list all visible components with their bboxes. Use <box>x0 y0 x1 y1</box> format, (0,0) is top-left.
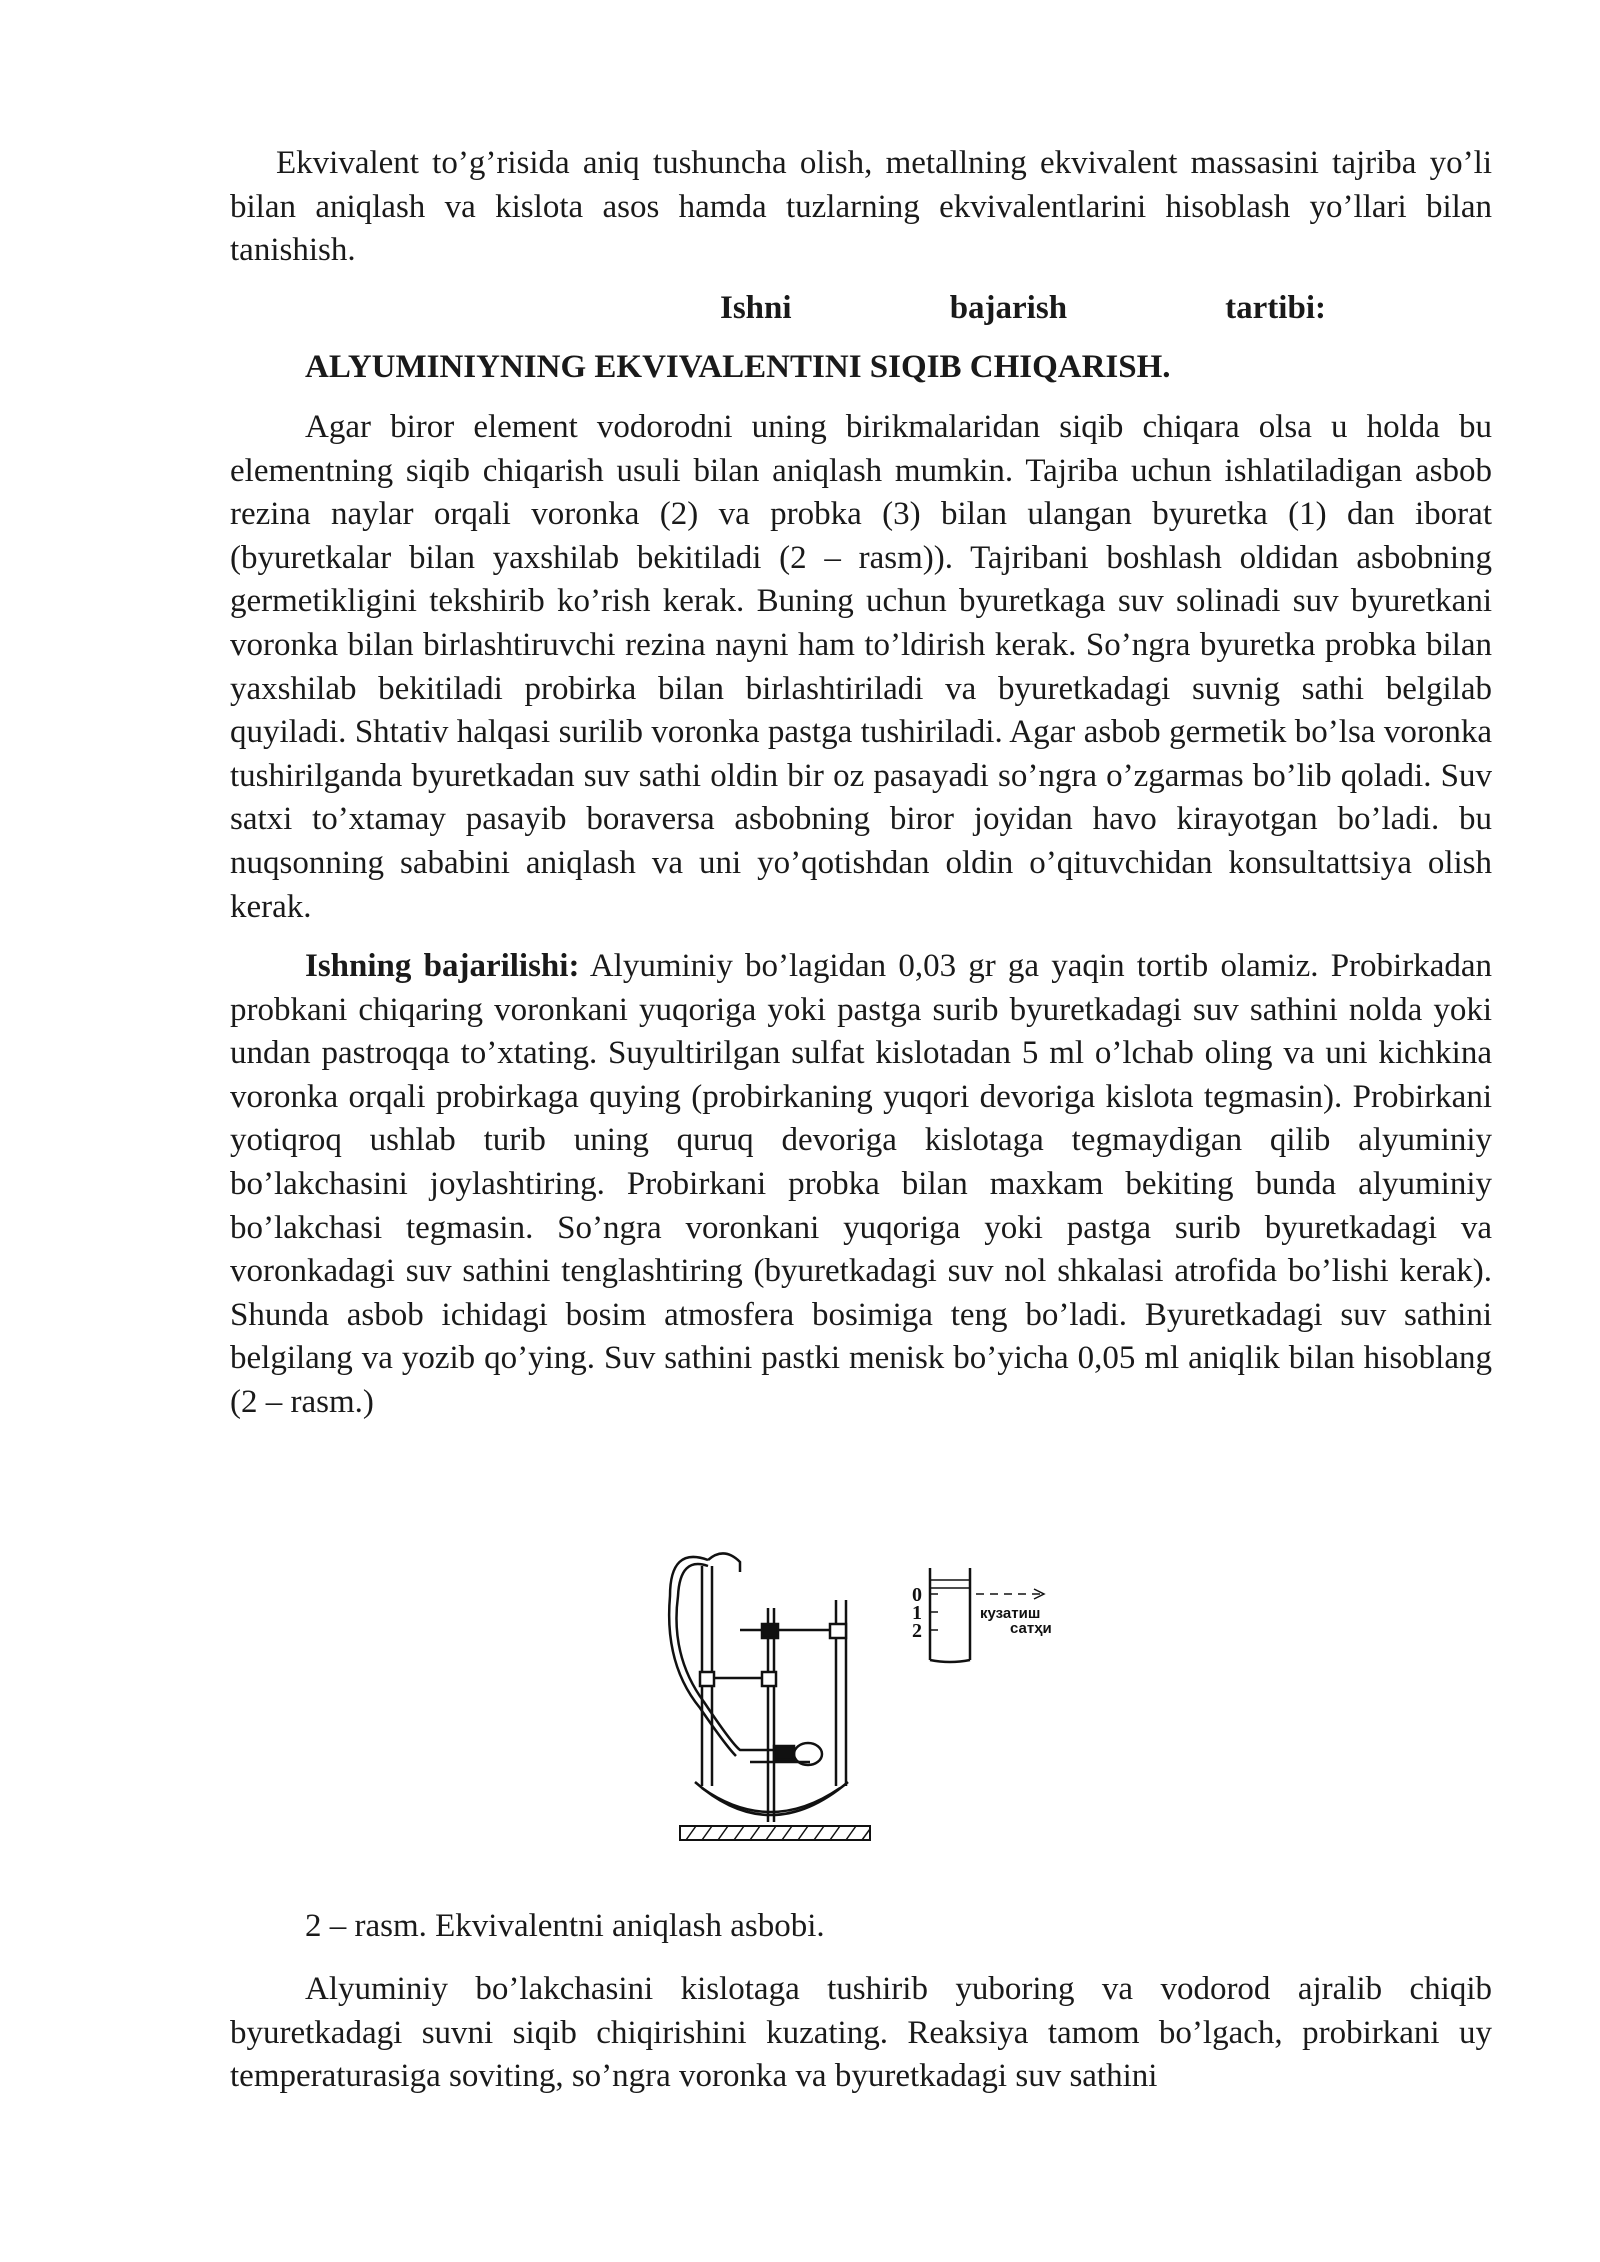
scale-label-2: 2 <box>912 1620 922 1642</box>
steps-heading-word-2: bajarish <box>949 289 1068 326</box>
observation-label-line2: сатҳи <box>1010 1620 1052 1637</box>
document-body <box>230 142 1492 1425</box>
paragraph-execution <box>230 945 1492 1425</box>
execution-text: Alyuminiy bo’lagidan 0,03 gr ga yaqin tortib olamiz. Probirkadan probkani chiqaring voronkani yuqoriga yoki pastga surib byuretkadagi suv sathini nolda yoki undan pastroqqa to’xtating. Suyultirilgan sulfat kislotadan 5 ml o’lchab oling va uni kichkina voronka orqali probirkaga quying (probirkaning yuqori devoriga kislota tegmasin). Probirkani yotiqroq ushlab turib uning quruq devoriga kislotaga tegmaydigan qilib alyuminiy bo’lakchasini joylashtiring. Probirkani probka bilan maxkam bekiting bunda alyuminiy bo’lakchasi tegmasin. So’ngra voronkani yuqoriga yoki pastga surib byuretkadagi va voronkadagi suv sathini tenglashtiring (byuretkadagi suv nol shkalasi atrofida bo’lishi kerak). Shunda asbob ichidagi bosim atmosfera bosimiga teng bo’ladi. Byuretkadagi suv sathini belgilang va yozib qo’ying. Suv sathini pastki menisk bo’yicha 0,05 ml aniqlik bilan hisoblang (2 – rasm.) <box>230 948 1492 1421</box>
steps-heading <box>230 287 1492 331</box>
apparatus-drawing <box>669 1553 870 1840</box>
section-title: ALYUMINIYNING EKVIVALENTINI SIQIB CHIQARISH. <box>305 349 1171 386</box>
intro-paragraph: Ekvivalent to’g’risida aniq tushuncha olish, metallning ekvivalent massasini tajriba yo’li bilan aniqlash va kislota asos hamda tuzlarning ekvivalentlarini hisoblash yo’llari bilan tanishish. <box>230 145 1492 269</box>
paragraph-reaction: Alyuminiy bo’lakchasini kislotaga tushirib yuboring va vodorod ajralib chiqib byuretkadagi suvni siqib chiqirishini kuzating. Reaksiya tamom bo’lgach, probirkani uy temperaturasiga soviting, so’ngra voronka va byuretkadagi suv sathini <box>230 1971 1492 2095</box>
document-body-continued <box>230 1968 1492 2099</box>
figure-caption: 2 – rasm. Ekvivalentni aniqlash asbobi. <box>305 1908 825 1944</box>
steps-heading-word-1: Ishni <box>720 289 792 326</box>
scale-label-1: 1 <box>912 1602 922 1624</box>
scale-label-0: 0 <box>912 1584 922 1606</box>
execution-label: Ishning bajarilishi: <box>305 948 580 985</box>
paragraph-procedure: Agar biror element vodorodni uning birikmalaridan siqib chiqara olsa u holda bu elementning siqib chiqarish usuli bilan aniqlash mumkin. Tajriba uchun ishlatiladigan asbob rezina naylar orqali voronka (2) va probka (3) bilan ulangan byuretka (1) dan iborat (byuretkalar bilan yaxshilab bekitiladi (2 – rasm)). Tajribani boshlash oldidan asbobning germetikligini tekshirib ko’rish kerak. Buning uchun byuretkaga suv solinadi suv byuretkani voronka bilan birlashtiruvchi rezina nayni ham to’ldirish kerak. So’ngra byuretka probka bilan yaxshilab bekitiladi probirka bilan birlashtiriladi va byuretkadagi suvnig sathi belgilab quyiladi. Shtativ halqasi surilib voronka pastga tushiriladi. Agar asbob germetik bo’lsa voronka tushirilganda byuretkadan suv sathi oldin bir oz pasayadi so’ngra o’zgarmas bo’lib qoladi. Suv satxi to’xtamay pasayib boraversa asbobning biror joyidan havo kirayotgan bo’ladi. bu nuqsonning sababini aniqlash va uni yo’qotishdan oldin o’qituvchidan konsultattsiya olish kerak. <box>230 408 1492 925</box>
observation-label-line1: кузатиш <box>980 1605 1041 1622</box>
steps-heading-word-3: tartibi: <box>1225 289 1326 326</box>
apparatus-figure <box>640 1536 1200 1866</box>
